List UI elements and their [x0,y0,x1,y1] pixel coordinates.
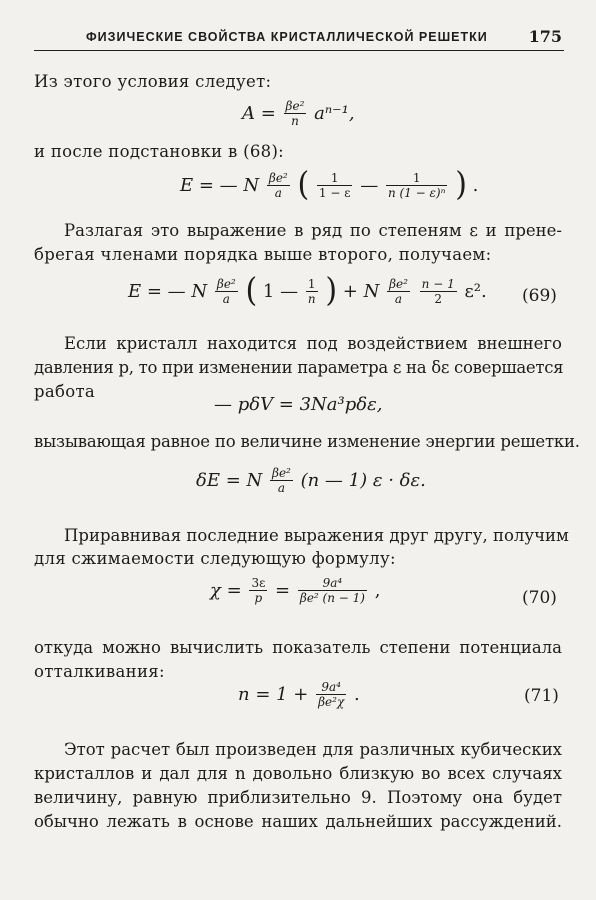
numerator: n − 1 [421,276,455,291]
fraction [386,171,448,200]
formula-part: . [353,684,360,705]
fraction [317,171,353,200]
denominator: a [222,291,230,306]
left-paren: ( [245,271,258,310]
formula-part: + N [342,280,380,302]
right-paren: ) [455,165,467,204]
equation-number: (69) [522,286,557,306]
fraction [387,277,410,306]
formula-69 [128,271,487,310]
formula-part: 1 — [262,280,299,302]
denominator: 2 [434,291,442,306]
formula-part: E = — N [180,174,260,196]
formula-part: A = [242,103,276,124]
paragraph-line: Если кристалл находится под воздействием внешнего [64,334,562,353]
fraction [267,171,290,200]
numerator: βe² [216,276,236,291]
formula-part: (n — 1) ε · δε. [300,470,426,491]
right-paren: ) [325,271,338,310]
fraction [306,277,318,306]
denominator: n (1 − ε)ⁿ [387,185,446,200]
fraction [316,680,346,709]
chapter-title: ФИЗИЧЕСКИЕ СВОЙСТВА КРИСТАЛЛИЧЕСКОЙ РЕШЕТКИ [86,30,488,44]
paragraph-text: и после подстановки в (68): [34,142,285,161]
formula-part: δE = N [196,470,263,491]
numerator: βe² [272,466,291,480]
paragraph-line: для сжимаемости следующую формулу: [34,549,396,568]
running-head [34,24,564,51]
denominator: βe² (n − 1) [299,591,365,605]
denominator: βe²χ [318,695,345,709]
numerator: 9a⁴ [316,680,346,695]
formula-work: — pδV = 3Na³pδε, [214,394,383,415]
denominator: n [307,291,316,306]
formula-part: E = — N [128,280,208,302]
formula-part: χ = [210,580,242,601]
formula-part: aⁿ⁻¹, [314,103,355,124]
denominator: p [254,591,263,605]
paragraph-line: отталкивания: [34,662,165,681]
numerator: 9a⁴ [298,576,367,591]
paragraph-line: обычно лежать в основе наших дальнейших рассуждений. [34,812,562,831]
equation-number: (71) [524,686,559,706]
denominator: a [277,481,285,495]
numerator: 1 [317,171,353,186]
page-number: 175 [528,27,562,46]
numerator: 3ε [251,576,266,590]
paragraph-line: брегая членами порядка выше второго, получаем: [34,245,492,264]
fraction [215,277,238,306]
denominator: n [291,114,299,128]
formula-a [242,99,355,128]
paragraph-line: Приравнивая последние выражения друг другу, получим [64,526,569,545]
formula-part: n = 1 + [238,684,309,705]
numerator: 1 [386,171,448,186]
formula-delta-e [196,466,426,495]
formula-part: ε². [464,280,487,302]
equation-number: (70) [522,588,557,608]
fraction [284,99,307,128]
paragraph-line: вызывающая равное по величине изменение энергии решетки. [34,432,580,451]
numerator: 1 [306,277,318,292]
formula-70 [210,576,380,605]
numerator: βe² [389,276,408,291]
formula-part: — [360,174,379,196]
paragraph-line: откуда можно вычислить показатель степени потенциала [34,638,562,657]
fraction [249,576,267,605]
paragraph-line: Разлагая это выражение в ряд по степеням ε и прене- [64,221,562,240]
formula-71 [238,680,360,709]
paragraph-line: Этот расчет был произведен для различных кубических [64,740,562,759]
paragraph-line: величину, равную приблизительно 9. Поэтому она будет [34,788,562,807]
fraction [270,466,293,495]
numerator: βe² [285,99,305,113]
formula-part: , [374,580,381,601]
formula-part: . [472,174,479,196]
left-paren: ( [297,165,310,204]
formula-part: = [275,580,291,601]
fraction [298,576,367,605]
denominator: a [394,291,403,306]
numerator: βe² [268,170,288,185]
denominator: a [274,185,282,200]
formula-e [180,165,479,204]
paragraph-line: кристаллов и дал для n довольно близкую во всех случаях [34,764,562,783]
denominator: 1 − ε [318,185,351,200]
paragraph-line: давления p, то при изменении параметра ε на δε совершается [34,358,564,377]
fraction [420,277,457,306]
paragraph-line: работа [34,382,96,401]
paragraph-text: Из этого условия следует: [34,72,272,91]
